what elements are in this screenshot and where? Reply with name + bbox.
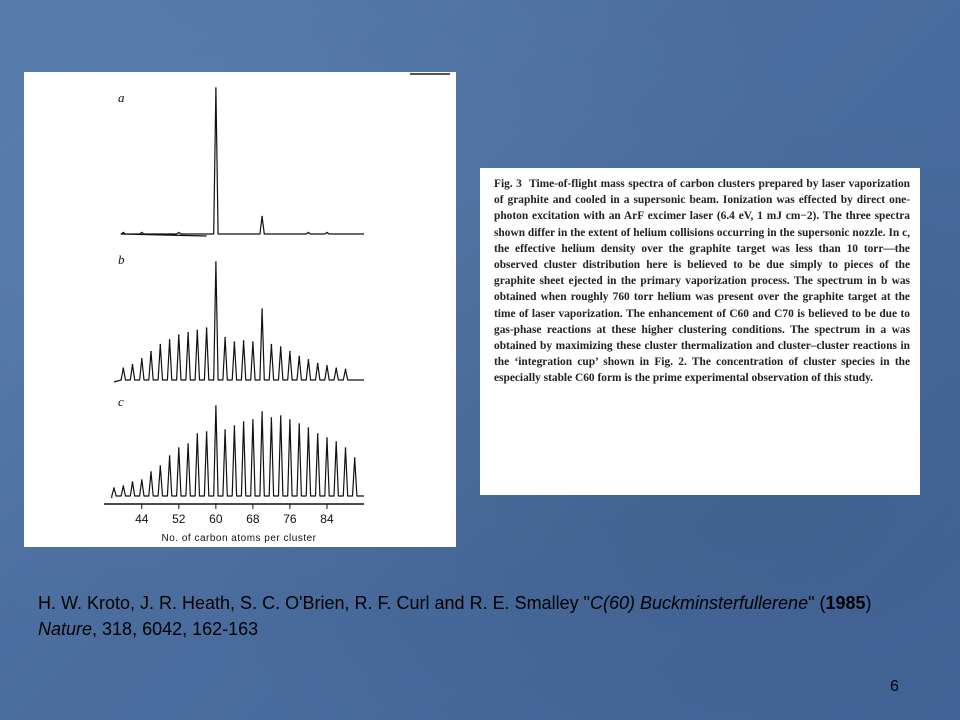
peak-b-82 xyxy=(317,363,319,365)
spectrum-label-c: c xyxy=(118,394,124,409)
peak-c-68 xyxy=(252,419,254,421)
peak-c-40 xyxy=(123,485,125,487)
peak-c-66 xyxy=(243,421,245,423)
peak-a-40 xyxy=(123,232,125,234)
peak-b-78 xyxy=(298,356,300,358)
peak-b-52 xyxy=(178,334,180,336)
peak-c-38 xyxy=(113,487,115,489)
citation-year: 1985 xyxy=(825,593,866,613)
peak-c-72 xyxy=(271,417,273,419)
peak-b-46 xyxy=(150,351,152,353)
peak-b-40 xyxy=(123,367,125,369)
figure-caption-text: Time-of-flight mass spectra of carbon clusters prepared by laser vaporization of graphite and cooled in a supersonic beam. Ionization was effected by direct one-photon excitation with an ArF excimer laser (6.4 eV, 1 mJ cm−2). The three spectra shown differ in the extent of helium collisions occurring in the supersonic nozzle. In c, the effective helium density over the graphite target was less than 10 torr—the observed cluster distribution here is believed to be due simply to pieces of the graphite sheet ejected in the primary vaporization process. The spectrum in b was obtained when roughly 760 torr helium was present over the graphite target at the time of laser vaporization. The enhancement of C60 and C70 is believed to be due to gas-phase reactions at these higher clustering conditions. The spectrum in a was obtained by maximizing these cluster thermalization and cluster–cluster reactions in the ‘integration cup’ shown in Fig. 2. The concentration of cluster species in the especially stable C60 form is the prime experimental observation of this study. xyxy=(494,178,910,385)
spectrum-label-b: b xyxy=(118,252,125,267)
peak-c-82 xyxy=(317,433,319,435)
peak-a-52 xyxy=(178,232,180,234)
peak-c-50 xyxy=(169,455,171,457)
peak-b-62 xyxy=(224,337,226,339)
peak-b-68 xyxy=(252,341,254,343)
peak-b-70 xyxy=(261,308,263,310)
mass-spectra-chart xyxy=(24,72,456,547)
peak-c-78 xyxy=(298,423,300,425)
peak-b-74 xyxy=(280,346,282,348)
peak-c-56 xyxy=(197,433,199,435)
figure-label: Fig. 3 xyxy=(494,178,522,190)
peak-c-74 xyxy=(280,415,282,417)
peak-b-72 xyxy=(271,344,273,346)
peak-b-42 xyxy=(132,364,134,366)
figure-caption xyxy=(494,176,910,387)
peak-b-48 xyxy=(160,344,162,346)
peak-b-56 xyxy=(197,330,199,332)
peak-c-44 xyxy=(141,479,143,481)
spectrum-label-a: a xyxy=(118,90,125,105)
peak-b-66 xyxy=(243,340,245,342)
peak-c-42 xyxy=(132,481,134,483)
x-tick-label-60: 60 xyxy=(209,512,223,526)
peak-c-64 xyxy=(234,425,236,427)
peak-b-58 xyxy=(206,327,208,329)
peak-c-46 xyxy=(150,471,152,473)
citation-sep-1: " ( xyxy=(808,593,826,613)
peak-a-44 xyxy=(141,232,143,234)
peak-b-54 xyxy=(187,332,189,334)
figure-caption-panel xyxy=(480,168,920,495)
peak-c-52 xyxy=(178,447,180,449)
x-tick-label-68: 68 xyxy=(246,512,260,526)
peak-a-80 xyxy=(308,232,310,234)
peak-b-88 xyxy=(345,369,347,371)
peak-c-70 xyxy=(261,411,263,413)
citation-details: , 318, 6042, 162-163 xyxy=(92,619,259,639)
peak-c-76 xyxy=(289,419,291,421)
peak-b-50 xyxy=(169,339,171,341)
peak-c-54 xyxy=(187,443,189,445)
citation-sep-2: ) xyxy=(865,593,872,613)
spectrum-trace-b xyxy=(114,262,364,382)
peak-b-84 xyxy=(326,365,328,367)
peak-c-88 xyxy=(345,447,347,449)
peak-b-44 xyxy=(141,358,143,360)
spectrum-trace-c xyxy=(112,406,364,498)
peak-c-80 xyxy=(308,427,310,429)
x-tick-label-76: 76 xyxy=(283,512,297,526)
peak-c-84 xyxy=(326,437,328,439)
peak-b-76 xyxy=(289,351,291,353)
spectrum-trace-a xyxy=(121,88,364,236)
x-tick-label-52: 52 xyxy=(172,512,186,526)
peak-c-48 xyxy=(160,465,162,467)
peak-c-90 xyxy=(354,457,356,459)
slide-number: 6 xyxy=(890,678,899,695)
x-tick-label-84: 84 xyxy=(320,512,334,526)
citation xyxy=(38,590,918,642)
peak-a-84 xyxy=(326,232,328,234)
peak-a-60 xyxy=(215,87,217,89)
x-axis-label: No. of carbon atoms per cluster xyxy=(161,533,317,544)
citation-journal: Nature xyxy=(38,619,93,639)
peak-c-86 xyxy=(335,441,337,443)
peak-c-62 xyxy=(224,429,226,431)
peak-b-64 xyxy=(234,341,236,343)
peak-c-58 xyxy=(206,431,208,433)
peak-b-86 xyxy=(335,367,337,369)
citation-authors: H. W. Kroto, J. R. Heath, S. C. O'Brien, R. F. Curl and R. E. Smalley " xyxy=(38,593,590,613)
peak-c-60 xyxy=(215,405,217,407)
peak-b-80 xyxy=(308,359,310,361)
mass-spectra-figure xyxy=(24,72,456,547)
peak-b-60 xyxy=(215,261,217,263)
citation-title: C(60) Buckminsterfullerene xyxy=(590,593,809,613)
x-tick-label-44: 44 xyxy=(135,512,149,526)
peak-a-70 xyxy=(261,216,263,218)
